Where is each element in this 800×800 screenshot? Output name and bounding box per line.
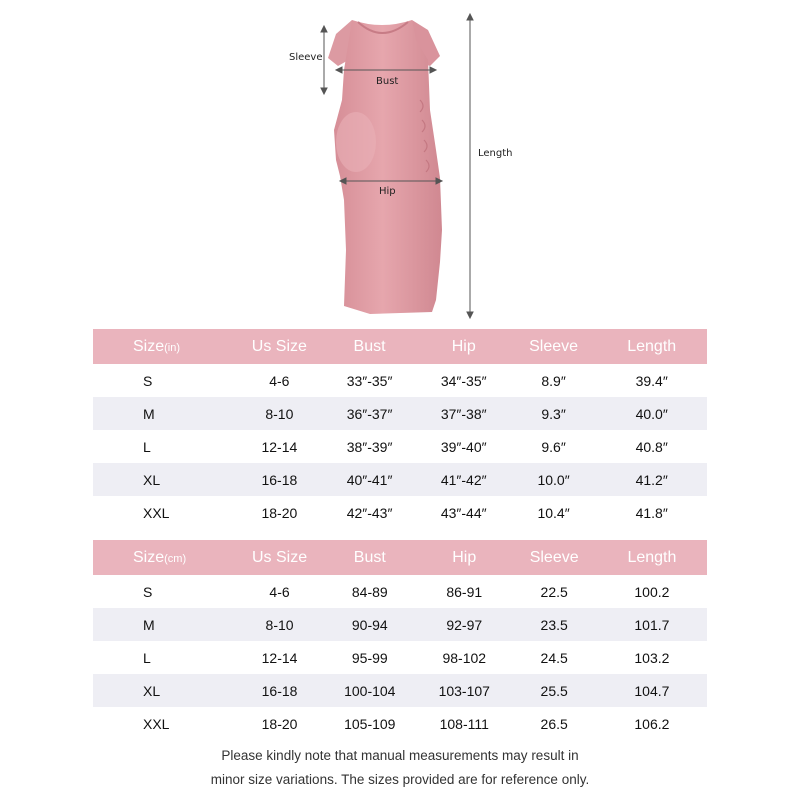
header-bust: Bust: [353, 548, 386, 566]
note-line-1: Please kindly note that manual measurements may result in: [221, 748, 579, 763]
cell-hip: 108-111: [439, 715, 489, 732]
table-row: [93, 674, 707, 707]
cell-us-size: 18-20: [261, 715, 298, 732]
cell-bust: 33″-35″: [346, 372, 393, 389]
cell-sleeve: 22.5: [540, 583, 568, 600]
cell-hip: 39″-40″: [440, 438, 487, 455]
cell-bust: 105-109: [344, 715, 396, 732]
cell-size: M: [143, 405, 155, 422]
sleeve-label: Sleeve: [289, 52, 323, 63]
hip-label: Hip: [379, 186, 396, 197]
cell-bust: 38″-39″: [346, 438, 393, 455]
cell-length: 103.2: [634, 649, 670, 666]
bust-label: Bust: [376, 76, 399, 87]
cell-size: XXL: [143, 504, 170, 521]
cell-sleeve: 26.5: [540, 715, 568, 732]
header-us-size: Us Size: [251, 337, 307, 355]
length-dimension: [467, 14, 473, 318]
table-row: [93, 430, 707, 463]
cell-sleeve: 9.3″: [541, 405, 566, 422]
cell-us-size: 16-18: [261, 471, 298, 488]
belly-highlight: [336, 112, 376, 172]
measurement-figure: [0, 0, 800, 325]
cell-us-size: 16-18: [261, 682, 298, 699]
cell-us-size: 8-10: [265, 616, 294, 633]
table-row: [93, 364, 707, 397]
cell-us-size: 18-20: [261, 504, 298, 521]
cell-size: L: [143, 649, 151, 666]
header-sleeve: Sleeve: [529, 337, 579, 355]
cell-bust: 36″-37″: [346, 405, 393, 422]
cell-sleeve: 9.6″: [541, 438, 566, 455]
cell-sleeve: 10.0″: [537, 471, 570, 488]
cell-us-size: 4-6: [269, 372, 290, 389]
table-row: [93, 641, 707, 674]
cell-length: 40.8″: [635, 438, 668, 455]
cell-bust: 40″-41″: [346, 471, 393, 488]
cell-bust: 95-99: [351, 649, 388, 666]
cell-size: M: [143, 616, 155, 633]
cell-hip: 98-102: [442, 649, 487, 666]
cell-hip: 86-91: [446, 583, 483, 600]
cell-length: 41.2″: [635, 471, 668, 488]
header-unit: (in): [164, 341, 181, 354]
table-row: [93, 707, 707, 740]
cell-length: 41.8″: [635, 504, 668, 521]
cell-size: S: [143, 583, 153, 600]
cell-size: XL: [143, 682, 161, 699]
cell-sleeve: 23.5: [540, 616, 568, 633]
cell-size: L: [143, 438, 151, 455]
header-bust: Bust: [353, 337, 386, 355]
cell-bust: 90-94: [351, 616, 388, 633]
header-length: Length: [627, 548, 677, 566]
cell-hip: 103-107: [438, 682, 490, 699]
table-row: [93, 608, 707, 641]
header-unit: (cm): [164, 552, 187, 565]
cell-length: 40.0″: [635, 405, 668, 422]
table-header: [93, 540, 707, 575]
cell-length: 101.7: [634, 616, 670, 633]
table-row: [93, 575, 707, 608]
cell-size: XL: [143, 471, 161, 488]
table-row: [93, 397, 707, 430]
cell-us-size: 4-6: [269, 583, 290, 600]
note-line-2: minor size variations. The sizes provided are for reference only.: [210, 772, 590, 787]
length-label: Length: [478, 148, 513, 159]
cell-length: 106.2: [634, 715, 670, 732]
size-table-centimeters: [93, 540, 707, 740]
cell-us-size: 12-14: [261, 438, 298, 455]
cell-hip: 34″-35″: [440, 372, 487, 389]
header-sleeve: Sleeve: [529, 548, 579, 566]
cell-hip: 37″-38″: [440, 405, 487, 422]
header-size: Size(cm): [133, 548, 187, 566]
cell-size: XXL: [143, 715, 170, 732]
cell-hip: 41″-42″: [440, 471, 487, 488]
header-size: Size(in): [133, 337, 181, 355]
header-hip: Hip: [451, 337, 476, 355]
cell-hip: 92-97: [446, 616, 483, 633]
cell-bust: 42″-43″: [346, 504, 393, 521]
cell-us-size: 12-14: [261, 649, 298, 666]
cell-sleeve: 25.5: [540, 682, 568, 699]
measurement-note: [0, 744, 800, 792]
table-row: [93, 463, 707, 496]
header-length: Length: [627, 337, 677, 355]
table-header: [93, 329, 707, 364]
table-row: [93, 496, 707, 529]
header-hip: Hip: [452, 548, 477, 566]
cell-sleeve: 24.5: [540, 649, 568, 666]
cell-bust: 100-104: [344, 682, 396, 699]
cell-length: 100.2: [634, 583, 670, 600]
dress-illustration: [0, 0, 800, 325]
header-us-size: Us Size: [251, 548, 308, 566]
cell-length: 39.4″: [635, 372, 668, 389]
cell-length: 104.7: [634, 682, 670, 699]
cell-size: S: [143, 372, 153, 389]
size-table-inches: [93, 329, 707, 529]
cell-sleeve: 8.9″: [541, 372, 566, 389]
cell-sleeve: 10.4″: [537, 504, 570, 521]
cell-us-size: 8-10: [265, 405, 294, 422]
cell-bust: 84-89: [351, 583, 388, 600]
cell-hip: 43″-44″: [440, 504, 487, 521]
